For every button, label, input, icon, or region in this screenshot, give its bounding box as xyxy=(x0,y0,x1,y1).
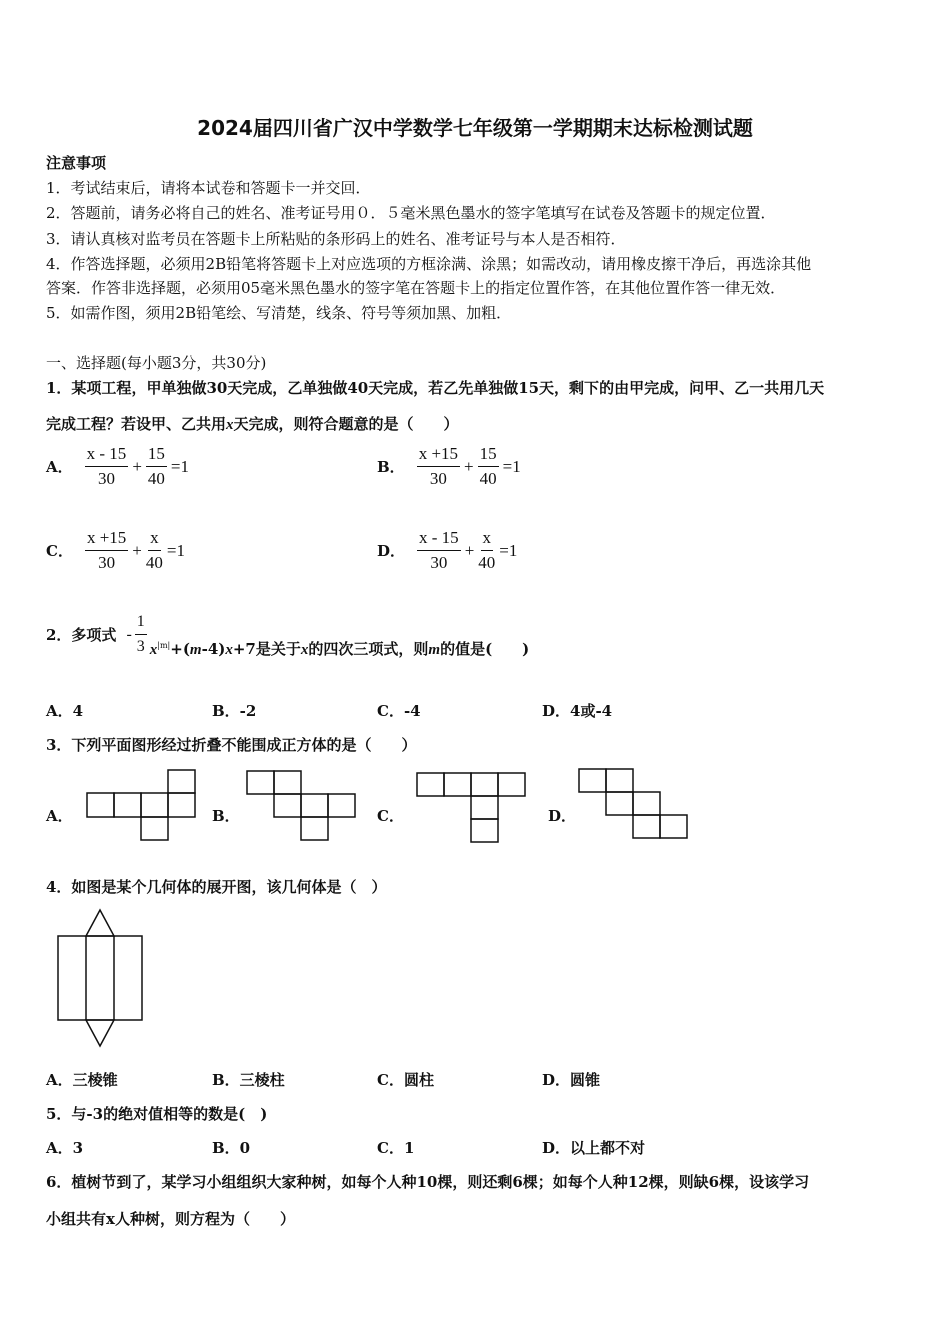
section-heading: 一、选择题(每小题3分，共30分) xyxy=(46,354,267,372)
q4-option-b[interactable]: B．三棱柱 xyxy=(212,1071,285,1089)
q5-option-b[interactable]: B．0 xyxy=(212,1139,251,1157)
page-title: 2024届四川省广汉中学数学七年级第一学期期末达标检测试题 xyxy=(197,116,753,140)
q2-option-a[interactable]: A．4 xyxy=(46,702,84,720)
q4-option-d[interactable]: D．圆锥 xyxy=(542,1071,601,1089)
question-3: 3．下列平面图形经过折叠不能围成正方体的是（ ） xyxy=(46,736,417,754)
notice-item: 1．考试结束后，请将本试卷和答题卡一并交回． xyxy=(46,179,371,197)
q2-option-d[interactable]: D．4或-4 xyxy=(542,702,613,720)
q2-option-c[interactable]: C．-4 xyxy=(377,702,421,720)
q3-net-d xyxy=(578,768,693,840)
notice-item: 答案．作答非选择题，必须用05毫米黑色墨水的签字笔在答题卡上的指定位置作答，在其他位置作答一律无效． xyxy=(46,279,786,297)
q1-option-d[interactable]: D． $\frac{x - 15}{30}$ + $\frac{x}{40}$ =1 xyxy=(377,528,518,572)
question-1-line1: 1．某项工程，甲单独做30天完成，乙单独做40天完成，若乙先单独做15天，剩下的由甲完成，问甲、乙一共用几天 xyxy=(46,379,825,397)
q1-option-b[interactable]: B． $\frac{x +15}{30}$ + $\frac{15}{40}$ =1 xyxy=(377,444,521,488)
notice-item: 5．如需作图，须用2B铅笔绘、写清楚，线条、符号等须加黑、加粗． xyxy=(46,304,512,322)
q3-option-c-label[interactable]: C． xyxy=(377,807,404,825)
q3-net-a xyxy=(86,770,201,842)
q3-option-b-label[interactable]: B． xyxy=(212,807,240,825)
q2-option-b[interactable]: B．-2 xyxy=(212,702,257,720)
q5-option-a[interactable]: A．3 xyxy=(46,1139,84,1157)
q4-option-a[interactable]: A．三棱锥 xyxy=(46,1071,118,1089)
q5-option-d[interactable]: D．以上都不对 xyxy=(542,1139,646,1157)
question-1-line2: 完成工程？若设甲、乙共用x天完成，则符合题意的是（ ） xyxy=(46,415,459,433)
question-6-line1: 6．植树节到了，某学习小组组织大家种树，如每个人种10棵，则还剩6棵；如每个人种12棵，则缺6棵，设该学习 xyxy=(46,1173,810,1191)
q1-option-c[interactable]: C． $\frac{x +15}{30}$ + $\frac{x}{40}$ =1 xyxy=(46,528,185,572)
q3-option-d-label[interactable]: D． xyxy=(548,807,577,825)
q5-option-c[interactable]: C．1 xyxy=(377,1139,415,1157)
question-4: 4．如图是某个几何体的展开图，该几何体是（ ） xyxy=(46,878,387,896)
q3-option-a-label[interactable]: A． xyxy=(46,807,73,825)
notice-item: 2．答题前，请务必将自己的姓名、准考证号用０．５毫米黑色墨水的签字笔填写在试卷及答题卡的规定位置． xyxy=(46,204,776,222)
question-5: 5．与-3的绝对值相等的数是( ) xyxy=(46,1105,268,1123)
notice-item: 4．作答选择题，必须用2B铅笔将答题卡上对应选项的方框涂满、涂黑；如需改动，请用橡皮擦干净后，再选涂其他 xyxy=(46,255,812,273)
question-6-line2: 小组共有x人种树，则方程为（ ） xyxy=(46,1210,295,1228)
prism-net-figure xyxy=(56,908,146,1048)
q3-net-c xyxy=(416,772,528,844)
q3-net-b xyxy=(246,770,361,842)
notice-item: 3．请认真核对监考员在答题卡上所粘贴的条形码上的姓名、准考证号与本人是否相符． xyxy=(46,230,626,248)
question-2: 2．多项式 - $\frac{1}{3}$ $x^{|m|}+(m-4)x+7$是关于x的四次三项式，则m的值是( ) xyxy=(46,613,530,658)
notice-heading: 注意事项 xyxy=(46,154,107,172)
q1-option-a[interactable]: A． $\frac{x - 15}{30}$ + $\frac{15}{40}$ =1 xyxy=(46,444,189,488)
q4-option-c[interactable]: C．圆柱 xyxy=(377,1071,434,1089)
